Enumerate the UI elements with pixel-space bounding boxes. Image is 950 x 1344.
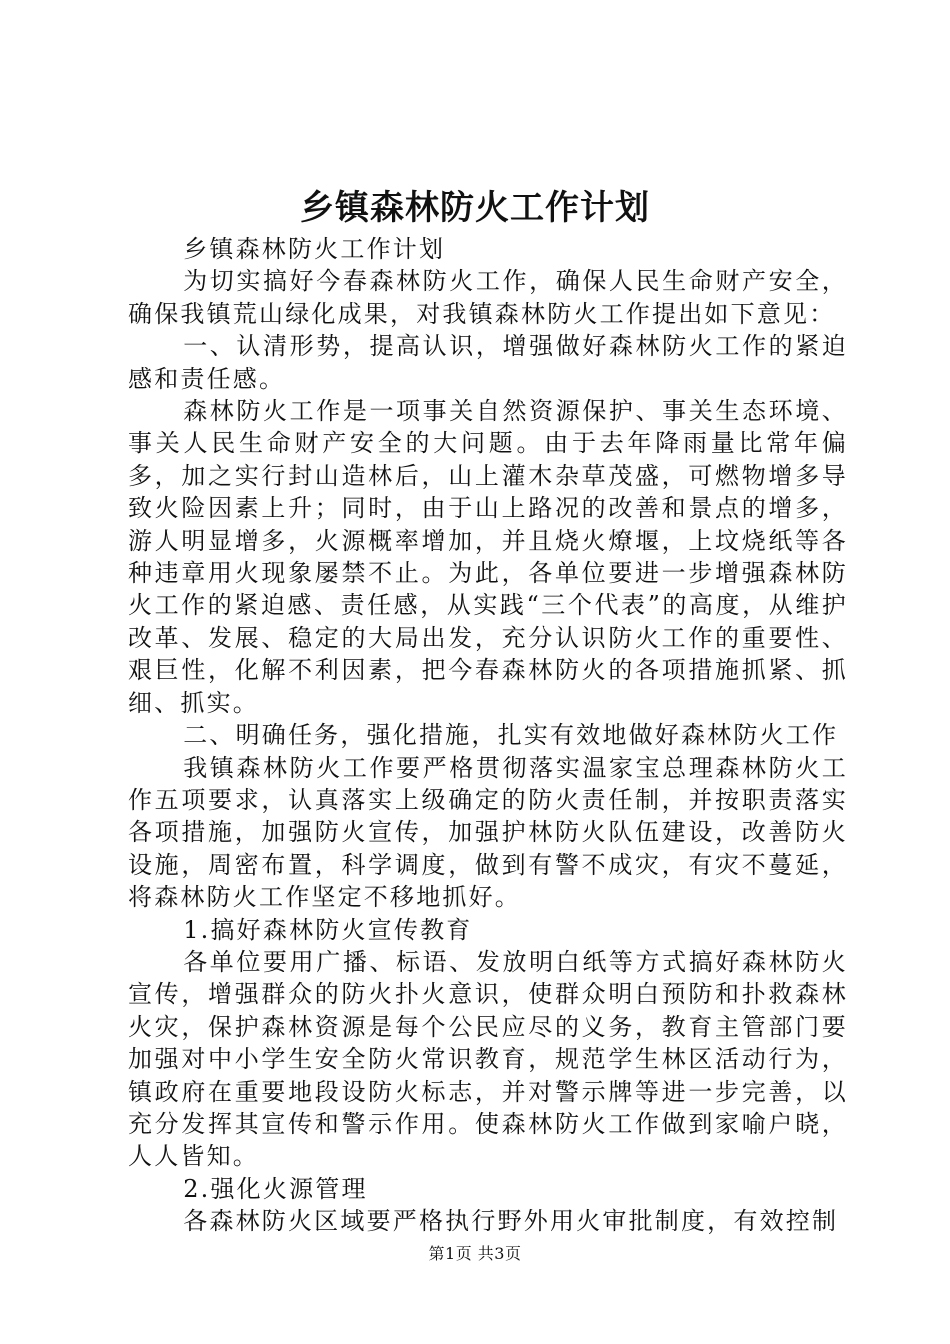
subheading-2: 2.强化火源管理 xyxy=(183,1174,368,1203)
subheading-1: 1.搞好森林防火宣传教育 xyxy=(183,915,473,944)
paragraph-subtitle: 乡镇森林防火工作计划 xyxy=(183,235,446,263)
paragraph-subsection-1: 各单位要用广播、标语、发放明白纸等方式搞好森林防火宣传，增强群众的防火扑火意识，使群众明白预防和扑救森林火灾，保护森林资源是每个公民应尽的义务，教育主管部门要加强对中小学生安全防火常识教育，规范学生林区活动行为，镇政府在重要地段设防火标志，并对警示牌等进一步完善，以充分发挥其宣传和警示作用。使森林防火工作做到家喻户晓，人人皆知。 xyxy=(128,947,848,1171)
paragraph-subsection-2: 各森林防火区域要严格执行野外用火审批制度，有效控制 xyxy=(183,1207,839,1236)
paragraph-section-1: 森林防火工作是一项事关自然资源保护、事关生态环境、事关人民生命财产安全的大问题。由于去年降雨量比常年偏多，加之实行封山造林后，山上灌木杂草茂盛，可燃物增多导致火险因素上升；同时，由于山上路况的改善和景点的增多，游人明显增多，火源概率增加，并且烧火燎堰，上坟烧纸等各种违章用火现象屡禁不止。为此，各单位要进一步增强森林防火工作的紧迫感、责任感，从实践“三个代表”的高度，从维护改革、发展、稳定的大局出发，充分认识防火工作的重要性、艰巨性，化解不利因素，把今春森林防火的各项措施抓紧、抓细、抓实。 xyxy=(128,397,848,717)
paragraph-section-2: 我镇森林防火工作要严格贯彻落实温家宝总理森林防火工作五项要求，认真落实上级确定的防火责任制，并按职责落实各项措施，加强防火宣传，加强护林防火队伍建设，改善防火设施，周密布置，科学调度，做到有警不成灾，有灾不蔓延，将森林防火工作坚定不移地抓好。 xyxy=(128,753,848,912)
paragraph-intro: 为切实搞好今春森林防火工作，确保人民生命财产安全，确保我镇荒山绿化成果，对我镇森林防火工作提出如下意见： xyxy=(128,267,848,328)
document-body xyxy=(128,233,848,1238)
section-heading-2: 二、明确任务，强化措施，扎实有效地做好森林防火工作 xyxy=(183,721,839,750)
page-number-footer: 第1页 共3页 xyxy=(428,1244,522,1263)
section-heading-1: 一、认清形势，提高认识，增强做好森林防火工作的紧迫感和责任感。 xyxy=(128,332,848,393)
document-title: 乡镇森林防火工作计划 xyxy=(300,188,650,228)
